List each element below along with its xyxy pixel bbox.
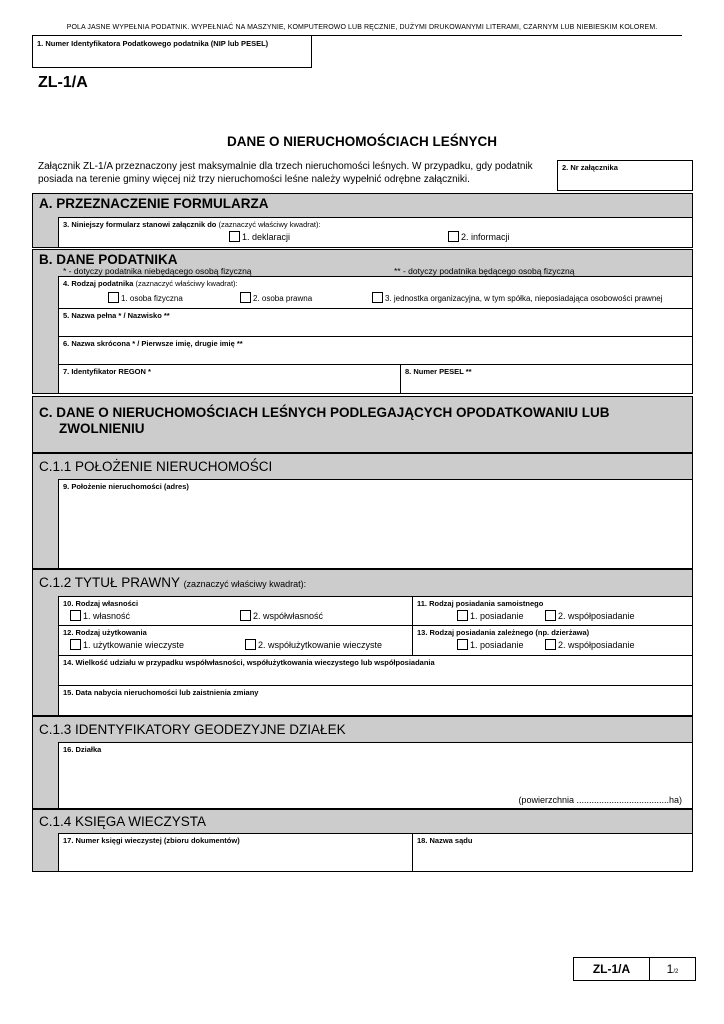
field-3-hint: (zaznaczyć właściwy kwadrat): (218, 220, 321, 229)
checkbox-co-perpetual-usufruct[interactable] (245, 639, 256, 650)
option-possession[interactable] (457, 610, 524, 621)
field-5-label: 5. Nazwa pełna * / Nazwisko ** (63, 311, 170, 320)
option-organizational-unit-label: 3. jednostka organizacyjna, w tym spółka, nieposiadająca osobowości prawnej (385, 294, 663, 303)
field-16-plot[interactable] (58, 742, 693, 809)
section-c (32, 396, 693, 453)
field-12-label: 12. Rodzaj użytkowania (63, 628, 147, 637)
checkbox-legal-person[interactable] (240, 292, 251, 303)
attachment-number-label: 2. Nr załącznika (562, 163, 618, 172)
field-3-label: 3. Niniejszy formularz stanowi załącznik do (63, 220, 217, 229)
field-11-label: 11. Rodzaj posiadania samoistnego (417, 599, 544, 608)
checkbox-natural-person[interactable] (108, 292, 119, 303)
field-14-share[interactable] (58, 656, 693, 686)
option-legal-person[interactable] (240, 292, 312, 303)
option-dependent-possession[interactable] (457, 639, 524, 650)
section-a-title: A. PRZEZNACZENIE FORMULARZA (39, 196, 269, 211)
nip-label: 1. Numer Identyfikatora Podatkowego podatnika (NIP lub PESEL) (37, 39, 269, 48)
option-perpetual-usufruct[interactable] (70, 639, 184, 650)
form-code: ZL-1/A (38, 74, 88, 91)
field-15-acquisition-date[interactable] (58, 686, 693, 716)
option-ownership-label: 1. własność (83, 611, 131, 621)
field-17-land-register[interactable] (58, 833, 413, 872)
field-15-label: 15. Data nabycia nieruchomości lub zaistnienia zmiany (63, 688, 259, 697)
section-c12-hint: (zaznaczyć właściwy kwadrat): (183, 579, 307, 589)
field-4-label: 4. Rodzaj podatnika (63, 279, 134, 288)
option-legal-person-label: 2. osoba prawna (253, 294, 313, 303)
option-co-ownership[interactable] (240, 610, 323, 621)
field-16-label: 16. Działka (63, 745, 102, 754)
option-natural-person-label: 1. osoba fizyczna (121, 294, 183, 303)
checkbox-perpetual-usufruct[interactable] (70, 639, 81, 650)
option-possession-label: 1. posiadanie (470, 611, 524, 621)
checkbox-organizational-unit[interactable] (372, 292, 383, 303)
attachment-number-field[interactable] (557, 160, 693, 191)
field-9-label: 9. Położenie nieruchomości (adres) (63, 482, 189, 491)
field-6-label: 6. Nazwa skrócona * / Pierwsze imię, drugie imię ** (63, 339, 243, 348)
option-co-possession-label: 2. współposiadanie (558, 611, 635, 621)
field-10-label: 10. Rodzaj własności (63, 599, 139, 608)
field-8-pesel[interactable] (400, 365, 693, 394)
field-14-label: 14. Wielkość udziału w przypadku współwłasności, współużytkowania wieczystego lub współposiadania (63, 658, 435, 667)
checkbox-co-ownership[interactable] (240, 610, 251, 621)
option-co-perpetual-usufruct[interactable] (245, 639, 382, 650)
option-co-ownership-label: 2. współwłasność (253, 611, 324, 621)
option-declaration-label: 1. deklaracji (242, 232, 291, 242)
section-c12-title-text: C.1.2 TYTUŁ PRAWNY (39, 575, 180, 590)
section-c14-title: C.1.4 KSIĘGA WIECZYSTA (39, 814, 207, 829)
nip-field[interactable] (32, 36, 312, 68)
section-c-title-line2: ZWOLNIENIU (59, 421, 145, 436)
checkbox-ownership[interactable] (70, 610, 81, 621)
field-5-full-name[interactable] (58, 309, 693, 337)
section-c11-title: C.1.1 POŁOŻENIE NIERUCHOMOŚCI (39, 459, 273, 474)
section-c-title-line1: C. DANE O NIERUCHOMOŚCIACH LEŚNYCH PODLEGAJĄCYCH OPODATKOWANIU LUB (39, 405, 610, 420)
checkbox-information[interactable] (448, 231, 459, 242)
option-declaration[interactable] (229, 231, 290, 242)
field-17-label: 17. Numer księgi wieczystej (zbioru dokumentów) (63, 836, 240, 845)
field-8-label: 8. Numer PESEL ** (405, 367, 472, 376)
note-non-natural-person: * - dotyczy podatnika niebędącego osobą fizyczną (63, 266, 252, 276)
field-18-label: 18. Nazwa sądu (417, 836, 473, 845)
document-title: DANE O NIERUCHOMOŚCIACH LEŚNYCH (226, 134, 497, 149)
checkbox-declaration[interactable] (229, 231, 240, 242)
footer-page-number (650, 958, 695, 980)
checkbox-co-possession[interactable] (545, 610, 556, 621)
section-c13-title: C.1.3 IDENTYFIKATORY GEODEZYJNE DZIAŁEK (39, 722, 346, 737)
field-18-court-name[interactable] (412, 833, 693, 872)
option-natural-person[interactable] (108, 292, 183, 303)
option-dependent-possession-label: 1. posiadanie (470, 640, 524, 650)
section-c12-title (39, 575, 306, 590)
field-3 (58, 217, 693, 248)
footer-box (573, 957, 696, 981)
page-current: 1 (666, 962, 674, 976)
field-4-hint: (zaznaczyć właściwy kwadrat): (135, 279, 238, 288)
intro-text: Załącznik ZL-1/A przeznaczony jest maksymalnie dla trzech nieruchomości leśnych. W przypadku, gdy podatnik posiada na terenie gminy więcej niż trzy nieruchomości leśne należy wypełnić odrębne załączniki. (38, 161, 533, 185)
option-co-perpetual-usufruct-label: 2. współużytkowanie wieczyste (258, 640, 383, 650)
field-13-label: 13. Rodzaj posiadania zależnego (np. dzierżawa) (417, 628, 590, 637)
checkbox-possession[interactable] (457, 610, 468, 621)
field-7-label: 7. Identyfikator REGON * (63, 367, 151, 376)
option-organizational-unit[interactable] (372, 292, 663, 303)
option-perpetual-usufruct-label: 1. użytkowanie wieczyste (83, 640, 185, 650)
section-b-title: B. DANE PODATNIKA (39, 252, 178, 267)
option-ownership[interactable] (70, 610, 130, 621)
field-9-location[interactable] (58, 479, 693, 569)
option-dependent-co-possession-label: 2. współposiadanie (558, 640, 635, 650)
area-note: (powierzchnia .....................................ha) (518, 795, 682, 805)
footer-form-code: ZL-1/A (574, 958, 650, 980)
note-natural-person: ** - dotyczy podatnika będącego osobą fizyczną (394, 266, 575, 276)
checkbox-dependent-co-possession[interactable] (545, 639, 556, 650)
option-co-possession[interactable] (545, 610, 635, 621)
section-c-title (39, 405, 610, 437)
page-total: /2 (673, 969, 679, 975)
option-information-label: 2. informacji (461, 232, 510, 242)
field-6-short-name[interactable] (58, 337, 693, 365)
option-information[interactable] (448, 231, 510, 242)
option-dependent-co-possession[interactable] (545, 639, 635, 650)
field-7-regon[interactable] (58, 365, 401, 394)
checkbox-dependent-possession[interactable] (457, 639, 468, 650)
top-instruction: POLA JASNE WYPEŁNIA PODATNIK. WYPEŁNIAĆ NA MASZYNIE, KOMPUTEROWO LUB RĘCZNIE, DUŻYMI DRUKOWANYMI LITERAMI, CZARNYM LUB NIEBIESKIM KOLOREM. (66, 24, 658, 31)
